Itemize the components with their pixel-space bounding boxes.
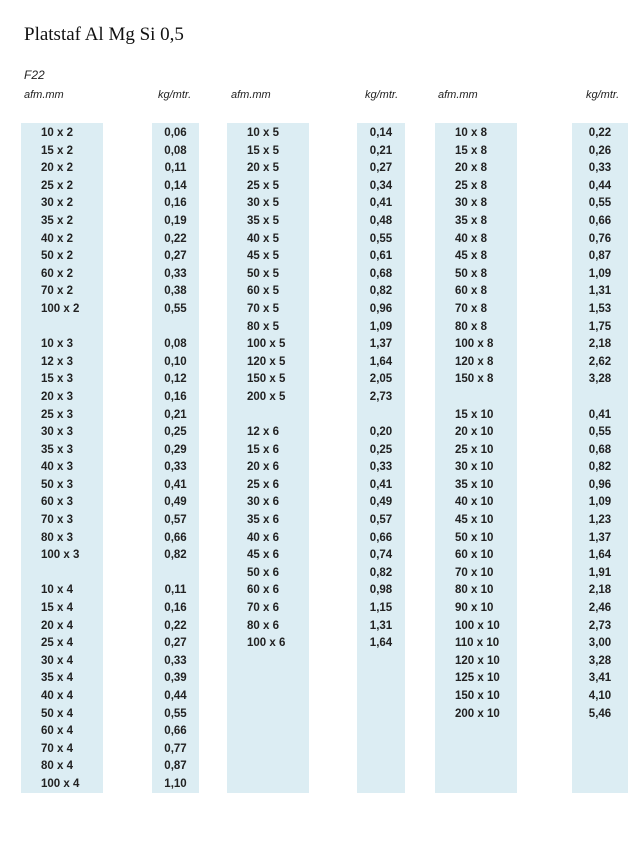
dimension-cell: 10 x 5 <box>247 127 279 139</box>
dimension-cell: 120 x 10 <box>455 654 500 667</box>
weight-cell: 1,64 <box>588 549 612 562</box>
dimension-cell: 150 x 10 <box>455 690 500 702</box>
dimension-cell: 80 x 6 <box>247 619 279 632</box>
dimension-cell: 10 x 3 <box>41 338 73 351</box>
dimension-cell: 40 x 3 <box>41 461 73 474</box>
weight-cell: 1,31 <box>369 619 393 632</box>
weight-cell: 0,57 <box>164 514 187 527</box>
dimension-cell: 70 x 10 <box>455 566 494 579</box>
weight-cell: 0,29 <box>164 443 187 456</box>
weight-cell: 0,33 <box>588 162 612 175</box>
dimension-cell: 70 x 3 <box>41 514 73 527</box>
weight-cell: 0,48 <box>369 214 393 227</box>
weight-cell: 0,22 <box>588 127 612 139</box>
dimension-cell: 35 x 4 <box>41 672 73 685</box>
weight-cell: 1,31 <box>588 285 612 298</box>
weight-cell: 3,28 <box>588 654 612 667</box>
weight-cell: 5,46 <box>588 707 612 720</box>
dimension-cell: 20 x 6 <box>247 461 279 474</box>
weight-cell <box>357 407 405 425</box>
dimension-cell: 30 x 8 <box>455 197 487 210</box>
dimension-cell: 15 x 3 <box>41 373 73 386</box>
weight-cell: 0,16 <box>164 390 187 403</box>
weight-cell: 0,14 <box>369 127 393 139</box>
weight-cell: 0,25 <box>369 443 393 456</box>
dimension-cell: 100 x 4 <box>41 777 80 790</box>
dimension-cell: 20 x 4 <box>41 619 73 632</box>
header-dimension-3: afm.mm <box>438 89 478 101</box>
header-dimension-1: afm.mm <box>24 89 64 101</box>
weight-cell: 0,77 <box>164 742 187 755</box>
weight-cell: 0,55 <box>369 232 393 245</box>
weight-cell: 0,87 <box>588 250 612 263</box>
weight-cell: 3,41 <box>588 672 612 685</box>
dimension-cell: 100 x 10 <box>455 619 500 632</box>
dimension-cell: 70 x 2 <box>41 285 73 298</box>
weight-cell: 0,82 <box>369 285 393 298</box>
weight-cell: 0,41 <box>164 478 187 491</box>
weight-cell: 1,91 <box>588 566 612 579</box>
weight-cell: 1,64 <box>369 355 393 368</box>
dimension-cell: 80 x 10 <box>455 584 494 597</box>
dimension-column-2 <box>227 123 309 793</box>
dimension-cell: 60 x 8 <box>455 285 487 298</box>
weight-cell: 1,09 <box>588 267 612 280</box>
dimension-cell: 25 x 8 <box>455 179 487 192</box>
alloy-code: F22 <box>24 68 45 82</box>
weight-cell: 0,11 <box>164 584 187 597</box>
dimension-cell: 70 x 4 <box>41 742 73 755</box>
dimension-cell: 25 x 6 <box>247 478 279 491</box>
weight-cell <box>152 565 199 583</box>
dimension-cell: 10 x 2 <box>41 127 73 139</box>
weight-column-1 <box>152 123 199 793</box>
weight-column-2 <box>357 123 405 793</box>
dimension-cell: 25 x 2 <box>41 179 73 192</box>
weight-cell: 2,18 <box>588 338 612 351</box>
header-weight-2: kg/mtr. <box>365 89 399 101</box>
weight-cell: 0,66 <box>164 725 187 738</box>
weight-cell: 2,62 <box>588 355 612 368</box>
dimension-cell: 12 x 3 <box>41 355 73 368</box>
weight-cell: 0,27 <box>164 637 187 650</box>
weight-cell: 2,46 <box>588 602 612 615</box>
dimension-cell: 150 x 8 <box>455 373 494 386</box>
dimension-cell <box>21 319 103 337</box>
weight-cell: 0,38 <box>164 285 187 298</box>
weight-cell: 1,37 <box>588 531 612 544</box>
weight-cell: 0,98 <box>369 584 393 597</box>
dimension-cell: 100 x 2 <box>41 302 80 315</box>
dimension-cell: 35 x 2 <box>41 214 73 227</box>
dimension-cell: 60 x 4 <box>41 725 73 738</box>
dimension-cell: 70 x 5 <box>247 302 279 315</box>
dimension-cell: 40 x 6 <box>247 531 279 544</box>
dimension-cell: 20 x 2 <box>41 162 73 175</box>
weight-cell: 3,28 <box>588 373 612 386</box>
dimension-cell: 30 x 3 <box>41 426 73 439</box>
dimension-cell: 100 x 5 <box>247 338 286 351</box>
dimension-cell: 200 x 5 <box>247 390 286 403</box>
weight-cell: 0,55 <box>588 197 612 210</box>
dimension-cell: 70 x 8 <box>455 302 487 315</box>
dimension-cell: 40 x 10 <box>455 496 494 509</box>
dimension-cell: 50 x 5 <box>247 267 279 280</box>
weight-cell: 2,73 <box>369 390 393 403</box>
dimension-cell: 35 x 6 <box>247 514 279 527</box>
weight-cell: 0,44 <box>588 179 612 192</box>
dimension-cell: 10 x 4 <box>41 584 73 597</box>
weight-cell: 0,55 <box>164 707 187 720</box>
weight-cell: 0,16 <box>164 602 187 615</box>
weight-cell: 0,33 <box>369 461 393 474</box>
dimension-cell: 60 x 10 <box>455 549 494 562</box>
page-title: Platstaf Al Mg Si 0,5 <box>24 24 184 45</box>
weight-cell: 0,41 <box>369 478 393 491</box>
dimension-cell: 60 x 2 <box>41 267 73 280</box>
weight-cell: 1,64 <box>369 637 393 650</box>
dimension-cell: 25 x 4 <box>41 637 73 650</box>
weight-cell: 0,20 <box>369 426 393 439</box>
weight-cell: 0,12 <box>164 373 187 386</box>
dimension-cell: 90 x 10 <box>455 602 494 615</box>
dimension-cell: 100 x 8 <box>455 338 494 351</box>
weight-cell: 0,27 <box>164 250 187 263</box>
weight-cell: 0,61 <box>369 250 393 263</box>
dimension-cell: 35 x 3 <box>41 443 73 456</box>
dimension-cell: 30 x 4 <box>41 654 73 667</box>
dimension-cell: 120 x 8 <box>455 355 494 368</box>
dimension-cell: 25 x 5 <box>247 179 279 192</box>
weight-cell: 0,33 <box>164 461 187 474</box>
weight-cell: 0,55 <box>588 426 612 439</box>
weight-cell: 0,19 <box>164 214 187 227</box>
dimension-cell: 35 x 5 <box>247 214 279 227</box>
dimension-cell: 12 x 6 <box>247 426 279 439</box>
dimension-cell: 35 x 10 <box>455 478 494 491</box>
dimension-cell: 30 x 10 <box>455 461 494 474</box>
dimension-cell: 20 x 8 <box>455 162 487 175</box>
weight-cell: 0,96 <box>369 302 393 315</box>
weight-cell: 0,74 <box>369 549 393 562</box>
dimension-cell: 120 x 5 <box>247 355 286 368</box>
weight-cell: 0,68 <box>588 443 612 456</box>
header-weight-3: kg/mtr. <box>586 89 620 101</box>
dimension-cell: 80 x 4 <box>41 760 73 773</box>
weight-cell: 0,33 <box>164 267 187 280</box>
weight-cell: 0,21 <box>369 144 393 157</box>
dimension-cell: 30 x 5 <box>247 197 279 210</box>
dimension-cell: 80 x 5 <box>247 320 279 333</box>
weight-cell: 2,05 <box>369 373 393 386</box>
weight-cell: 0,22 <box>164 619 187 632</box>
dimension-cell: 60 x 5 <box>247 285 279 298</box>
weight-cell: 0,10 <box>164 355 187 368</box>
weight-cell: 0,21 <box>164 408 187 421</box>
weight-cell: 0,87 <box>164 760 187 773</box>
weight-cell: 0,25 <box>164 426 187 439</box>
dimension-cell: 110 x 10 <box>455 637 500 650</box>
dimension-cell: 60 x 3 <box>41 496 73 509</box>
dimension-cell: 30 x 2 <box>41 197 73 210</box>
dimension-cell: 15 x 8 <box>455 144 487 157</box>
weight-cell: 0,82 <box>369 566 393 579</box>
weight-cell: 0,39 <box>164 672 187 685</box>
weight-column-3 <box>572 123 628 793</box>
weight-cell: 0,76 <box>588 232 612 245</box>
dimension-cell: 15 x 5 <box>247 144 279 157</box>
weight-cell: 0,27 <box>369 162 393 175</box>
dimension-cell <box>227 407 309 425</box>
dimension-cell: 35 x 8 <box>455 214 487 227</box>
header-dimension-2: afm.mm <box>231 89 271 101</box>
dimension-cell: 40 x 2 <box>41 232 73 245</box>
weight-cell: 3,00 <box>588 637 612 650</box>
dimension-cell <box>435 389 517 407</box>
dimension-cell: 20 x 3 <box>41 390 73 403</box>
dimension-cell: 25 x 3 <box>41 408 73 421</box>
weight-cell: 1,75 <box>588 320 612 333</box>
weight-cell: 0,82 <box>164 549 187 562</box>
dimension-cell: 50 x 8 <box>455 267 487 280</box>
dimension-cell: 150 x 5 <box>247 373 286 386</box>
weight-cell: 0,66 <box>588 214 612 227</box>
dimension-cell: 50 x 10 <box>455 531 494 544</box>
weight-cell: 2,18 <box>588 584 612 597</box>
weight-cell: 0,66 <box>164 531 187 544</box>
dimension-cell: 15 x 10 <box>455 408 494 421</box>
dimension-cell: 20 x 5 <box>247 162 279 175</box>
dimension-cell: 50 x 4 <box>41 707 73 720</box>
weight-cell: 1,09 <box>588 496 612 509</box>
weight-cell: 0,44 <box>164 690 187 702</box>
dimension-cell: 100 x 6 <box>247 637 286 650</box>
dimension-cell: 200 x 10 <box>455 707 500 720</box>
dimension-cell: 40 x 5 <box>247 232 279 245</box>
dimension-cell: 15 x 6 <box>247 443 279 456</box>
weight-cell: 0,08 <box>164 144 187 157</box>
dimension-cell: 15 x 2 <box>41 144 73 157</box>
weight-cell: 1,10 <box>164 777 187 790</box>
dimension-cell: 15 x 4 <box>41 602 73 615</box>
weight-cell: 0,26 <box>588 144 612 157</box>
dimension-cell: 70 x 6 <box>247 602 279 615</box>
weight-cell: 0,16 <box>164 197 187 210</box>
dimension-cell: 20 x 10 <box>455 426 494 439</box>
dimension-cell: 125 x 10 <box>455 672 500 685</box>
header-weight-1: kg/mtr. <box>158 89 192 101</box>
weight-cell: 0,11 <box>164 162 187 175</box>
dimension-cell: 45 x 5 <box>247 250 279 263</box>
weight-cell: 0,49 <box>164 496 187 509</box>
dimension-cell: 80 x 3 <box>41 531 73 544</box>
dimension-column-3 <box>435 123 517 793</box>
weight-cell: 0,14 <box>164 179 187 192</box>
dimension-cell: 40 x 8 <box>455 232 487 245</box>
weight-cell: 0,96 <box>588 478 612 491</box>
weight-cell <box>572 389 628 407</box>
weight-cell: 0,57 <box>369 514 393 527</box>
dimension-cell: 45 x 6 <box>247 549 279 562</box>
dimension-cell: 25 x 10 <box>455 443 494 456</box>
weight-cell: 1,23 <box>588 514 612 527</box>
weight-cell: 0,33 <box>164 654 187 667</box>
dimension-cell: 30 x 6 <box>247 496 279 509</box>
dimension-cell: 45 x 10 <box>455 514 494 527</box>
dimension-cell: 100 x 3 <box>41 549 80 562</box>
dimension-cell: 50 x 6 <box>247 566 279 579</box>
weight-cell: 0,82 <box>588 461 612 474</box>
weight-cell: 1,15 <box>369 602 393 615</box>
dimension-cell: 40 x 4 <box>41 690 73 702</box>
weight-cell: 2,73 <box>588 619 612 632</box>
dimension-cell: 80 x 8 <box>455 320 487 333</box>
weight-cell: 0,55 <box>164 302 187 315</box>
weight-cell: 0,66 <box>369 531 393 544</box>
weight-cell: 4,10 <box>588 690 612 702</box>
weight-cell: 0,06 <box>164 127 187 139</box>
weight-cell: 1,53 <box>588 302 612 315</box>
weight-cell <box>152 319 199 337</box>
dimension-cell: 50 x 2 <box>41 250 73 263</box>
dimension-cell: 45 x 8 <box>455 250 487 263</box>
dimension-cell: 50 x 3 <box>41 478 73 491</box>
weight-cell: 0,08 <box>164 338 187 351</box>
dimension-column-1 <box>21 123 103 793</box>
weight-cell: 0,34 <box>369 179 393 192</box>
dimension-cell <box>21 565 103 583</box>
weight-cell: 0,49 <box>369 496 393 509</box>
dimension-cell: 10 x 8 <box>455 127 487 139</box>
weight-cell: 1,09 <box>369 320 393 333</box>
dimension-cell: 60 x 6 <box>247 584 279 597</box>
weight-cell: 0,68 <box>369 267 393 280</box>
weight-cell: 0,22 <box>164 232 187 245</box>
weight-cell: 0,41 <box>369 197 393 210</box>
weight-cell: 0,41 <box>588 408 612 421</box>
weight-cell: 1,37 <box>369 338 393 351</box>
